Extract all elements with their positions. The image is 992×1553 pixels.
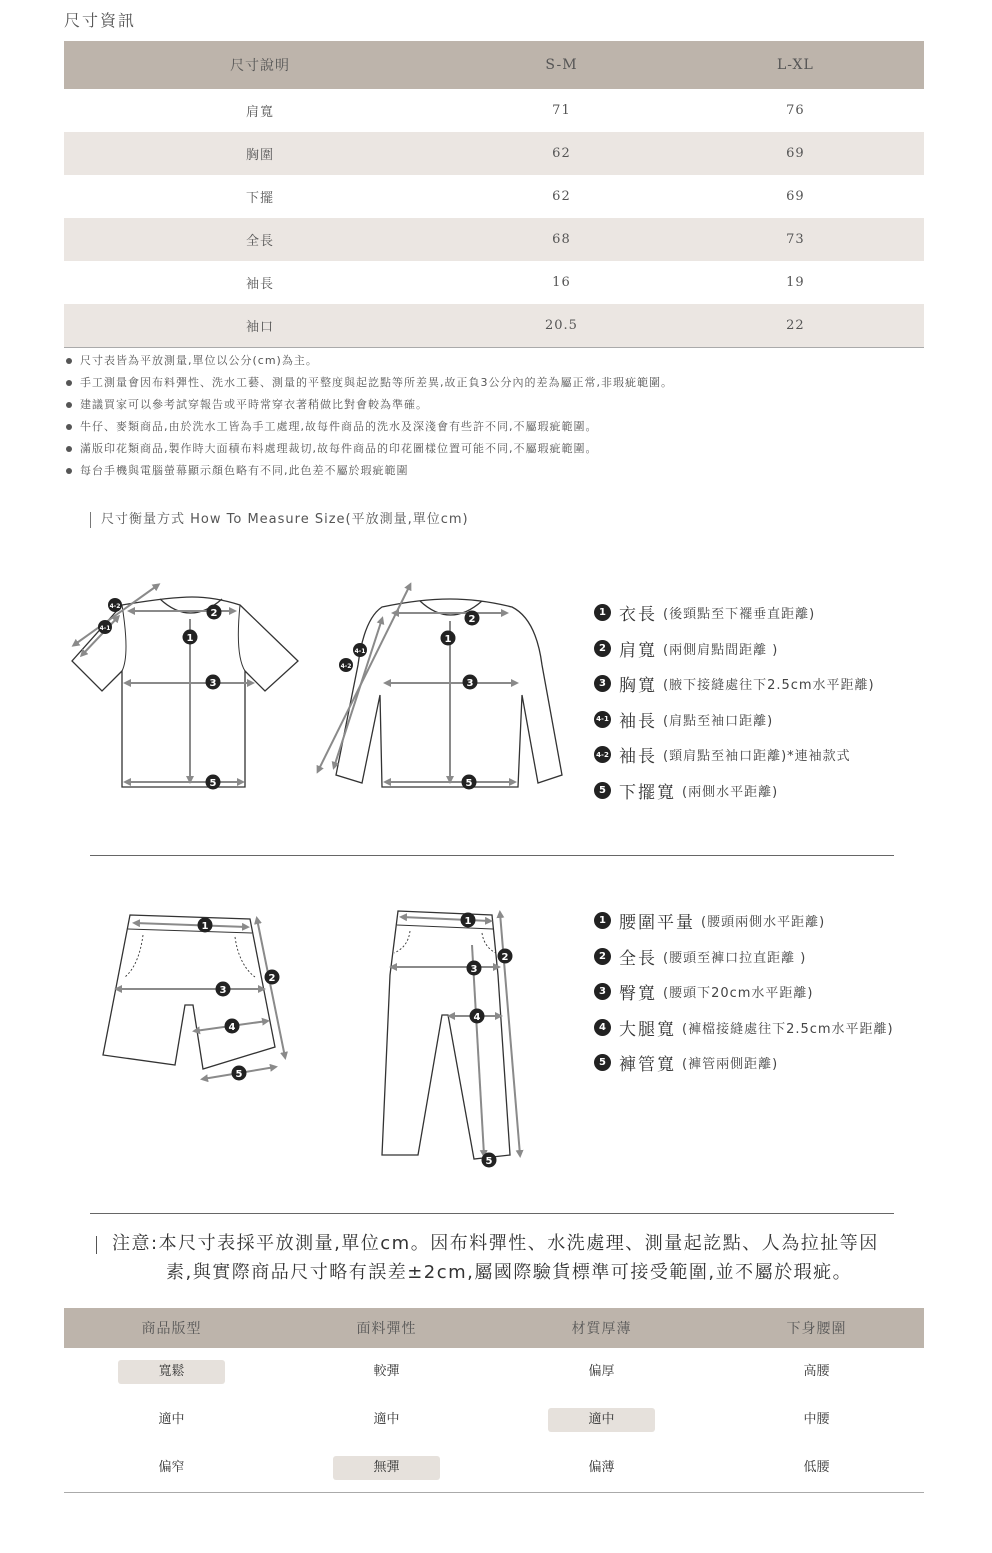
value-lxl: 19 (786, 275, 805, 290)
diagram-marker: 3 (470, 964, 478, 975)
diagram-marker: 5 (235, 1069, 243, 1080)
legend-badge: 5 (594, 1054, 611, 1071)
value-lxl: 22 (667, 304, 924, 348)
fit-option: 低腰 (803, 1460, 830, 1475)
legend-item (594, 702, 875, 738)
row-label: 袖口 (64, 304, 456, 348)
legend-badge: 3 (594, 675, 611, 692)
table-row (64, 304, 924, 348)
value-sm: 62 (552, 189, 571, 204)
legend-title: 胸寬 (619, 676, 657, 697)
row-label: 胸圍 (64, 132, 456, 175)
diagram-marker: 4-2 (340, 663, 352, 670)
legend-desc: (腰頭下20cm水平距離) (663, 986, 814, 1002)
bottom-legend (594, 903, 894, 1081)
legend-badge: 2 (594, 640, 611, 657)
diagram-marker: 4-1 (99, 625, 111, 632)
col-thickness: 材質厚薄 (494, 1308, 709, 1348)
legend-item (594, 1045, 894, 1081)
note-item: 手工測量會因布料彈性、洗水工藝、測量的平整度與起訖點等所差異,故正負3公分內的差為屬正常,非瑕疵範圍。 (64, 372, 673, 394)
diagram-marker: 2 (210, 608, 218, 619)
legend-item (594, 939, 894, 975)
value-sm: 16 (552, 275, 571, 290)
diagram-marker: 1 (186, 633, 194, 644)
tshirt-diagram (60, 575, 310, 795)
longsleeve-diagram (300, 575, 570, 795)
note-item: 每台手機與電腦螢幕顯示顏色略有不同,此色差不屬於瑕疵範圍 (64, 460, 673, 482)
notes-list (64, 350, 673, 482)
value-lxl: 76 (786, 103, 805, 118)
divider (90, 855, 894, 856)
caution-bar (96, 1236, 97, 1254)
col-waist: 下身腰圍 (709, 1308, 924, 1348)
legend-title: 大腿寬 (619, 1019, 676, 1040)
legend-title: 衣長 (619, 605, 657, 626)
legend-item (594, 737, 875, 773)
note-item: 建議買家可以參考試穿報告或平時常穿衣著稍做比對會較為準確。 (64, 394, 673, 416)
diagram-marker: 5 (209, 778, 217, 789)
fit-option: 適中 (373, 1412, 400, 1427)
fit-option-selected: 適中 (548, 1408, 655, 1432)
legend-badge: 4-1 (594, 711, 611, 728)
diagram-marker: 2 (468, 614, 476, 625)
diagram-marker: 2 (501, 952, 509, 963)
fit-option: 較彈 (373, 1364, 400, 1379)
diagram-marker: 3 (209, 678, 217, 689)
legend-badge: 1 (594, 604, 611, 621)
table-row (64, 1444, 924, 1493)
note-item: 牛仔、麥類商品,由於洗水工皆為手工處理,故每件商品的洗水及深淺會有些許不同,不屬瑕疵範圍。 (64, 416, 673, 438)
legend-desc: (頸肩點至袖口距離)*連袖款式 (663, 749, 851, 765)
top-legend (594, 595, 875, 808)
legend-item (594, 666, 875, 702)
note-item: 尺寸表皆為平放測量,單位以公分(cm)為主。 (64, 350, 673, 372)
legend-title: 全長 (619, 948, 657, 969)
shorts-diagram (95, 905, 305, 1085)
legend-desc: (褲檔接縫處往下2.5cm水平距離) (682, 1021, 894, 1037)
legend-title: 袖長 (619, 711, 657, 732)
fit-option-selected: 寬鬆 (118, 1360, 225, 1384)
col-sm: S-M (456, 41, 667, 89)
diagram-marker: 5 (465, 778, 473, 789)
how-to-measure-title: 尺寸衡量方式 How To Measure Size(平放測量,單位cm) (90, 512, 469, 528)
table-row (64, 1396, 924, 1444)
row-label: 肩寬 (246, 105, 275, 120)
diagram-marker: 1 (201, 921, 209, 932)
caution-line-2: 素,與實際商品尺寸略有誤差±2cm,屬國際驗貨標準可接受範圍,並不屬於瑕疵。 (166, 1262, 853, 1283)
legend-item (594, 631, 875, 667)
legend-item (594, 974, 894, 1010)
diagram-marker: 1 (444, 634, 452, 645)
fit-option-selected: 無彈 (333, 1456, 440, 1480)
diagram-marker: 1 (464, 916, 472, 927)
value-sm: 20.5 (456, 304, 667, 348)
fit-option: 適中 (158, 1412, 185, 1427)
legend-desc: (腰頭至褲口拉直距離 ) (663, 950, 807, 966)
legend-item (594, 773, 875, 809)
value-sm: 62 (456, 132, 667, 175)
col-lxl: L-XL (667, 41, 924, 89)
legend-title: 臀寬 (619, 984, 657, 1005)
col-size-desc: 尺寸說明 (64, 41, 456, 89)
fit-option: 中腰 (803, 1412, 830, 1427)
diagram-marker: 4-1 (354, 648, 366, 655)
legend-desc: (肩點至袖口距離) (663, 713, 774, 729)
value-lxl: 69 (667, 132, 924, 175)
legend-badge: 5 (594, 782, 611, 799)
fit-option: 高腰 (803, 1364, 830, 1379)
diagram-marker: 4-2 (109, 603, 121, 610)
diagram-marker: 4 (473, 1012, 481, 1023)
legend-title: 下擺寬 (619, 782, 676, 803)
legend-badge: 3 (594, 983, 611, 1000)
fit-table-header (64, 1308, 924, 1348)
fit-option: 偏厚 (588, 1364, 615, 1379)
row-label: 全長 (64, 218, 456, 261)
legend-desc: (褲管兩側距離) (682, 1057, 779, 1073)
table-row (64, 89, 924, 132)
table-row (64, 261, 924, 304)
table-row (64, 1348, 924, 1396)
row-label: 下擺 (246, 191, 275, 206)
legend-title: 袖長 (619, 747, 657, 768)
legend-desc: (腰頭兩側水平距離) (701, 915, 826, 931)
legend-item (594, 1010, 894, 1046)
size-table (64, 41, 924, 348)
pants-diagram (370, 905, 530, 1170)
diagram-marker: 2 (268, 973, 276, 984)
diagram-marker: 5 (485, 1156, 493, 1167)
legend-desc: (兩側肩點間距離 ) (663, 642, 779, 658)
fit-table (64, 1308, 924, 1493)
fit-option: 偏薄 (588, 1460, 615, 1475)
legend-title: 褲管寬 (619, 1055, 676, 1076)
legend-badge: 1 (594, 912, 611, 929)
value-sm: 71 (552, 103, 571, 118)
legend-title: 肩寬 (619, 640, 657, 661)
legend-item (594, 595, 875, 631)
value-sm: 68 (456, 218, 667, 261)
col-elasticity: 面料彈性 (279, 1308, 494, 1348)
legend-title: 腰圍平量 (619, 913, 695, 934)
fit-option: 偏窄 (158, 1460, 185, 1475)
table-row (64, 218, 924, 261)
caution-line-1: 注意:本尺寸表採平放測量,單位cm。因布料彈性、水洗處理、測量起訖點、人為拉扯等因 (112, 1233, 879, 1254)
size-table-header (64, 41, 924, 89)
legend-item (594, 903, 894, 939)
legend-desc: (後頸點至下襬垂直距離) (663, 607, 816, 623)
col-fit-type: 商品版型 (64, 1308, 279, 1348)
legend-badge: 4 (594, 1019, 611, 1036)
diagram-marker: 3 (219, 985, 227, 996)
value-lxl: 69 (786, 189, 805, 204)
legend-desc: (腋下接縫處往下2.5cm水平距離) (663, 678, 875, 694)
legend-desc: (兩側水平距離) (682, 784, 779, 800)
legend-badge: 2 (594, 948, 611, 965)
table-row (64, 132, 924, 175)
value-lxl: 73 (667, 218, 924, 261)
note-item: 滿版印花類商品,製作時大面積布料處理裁切,故每件商品的印花圖樣位置可能不同,不屬瑕疵範圍。 (64, 438, 673, 460)
legend-badge: 4-2 (594, 746, 611, 763)
diagram-marker: 4 (228, 1022, 236, 1033)
row-label: 袖長 (246, 277, 275, 292)
divider (90, 1213, 894, 1214)
section-title: 尺寸資訊 (64, 11, 137, 30)
caution-note (96, 1229, 896, 1287)
diagram-marker: 3 (466, 678, 474, 689)
table-row (64, 175, 924, 218)
